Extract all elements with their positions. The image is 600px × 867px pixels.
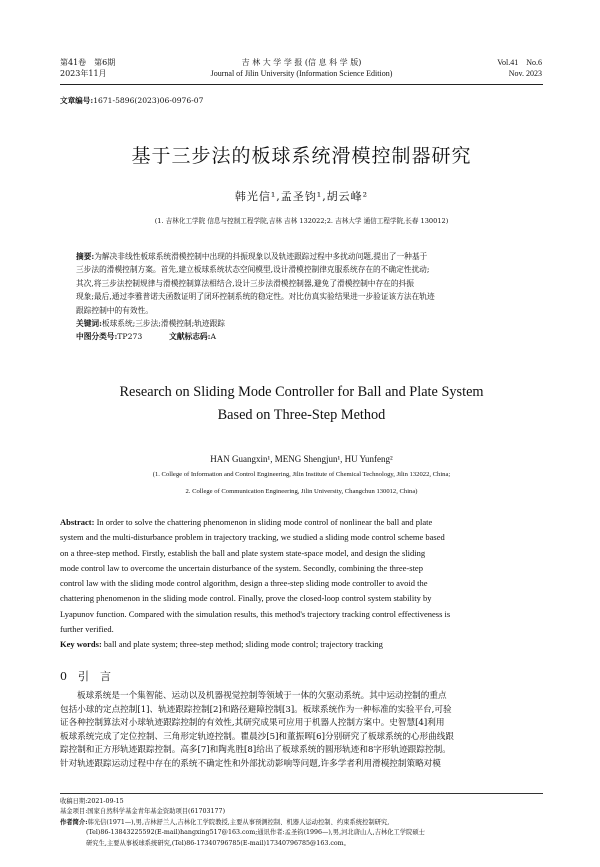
author-bio-line: 韩光信(1971—),男,吉林舒兰人,吉林化工学院教授,主要从事预测控制、机器人运动控制、约束系统控制研究, — [87, 818, 390, 826]
intro-line: 证各种控制算法对小球轨迹跟踪控制的有效性,其研究成果可应用于机器人控制方案中。史智慧[4]利用 — [60, 718, 445, 729]
keywords-cn-text: 板球系统;三步法;滑模控制;轨迹跟踪 — [101, 319, 225, 329]
abstract-cn — [76, 250, 538, 344]
abstract-en-line: mode control law to overcome the uncertain disturbance of the system. Secondly, combining the three-step — [60, 562, 423, 573]
keywords-en-text: ball and plate system; three-step method; sliding mode control; trajectory tracking — [103, 639, 383, 650]
date-en: Nov. 2023 — [508, 69, 542, 78]
author-bio-label: 作者简介: — [60, 818, 88, 826]
abstract-cn-line: 跟踪控制中的有效性。 — [76, 305, 153, 315]
doc-code-value: A — [210, 332, 217, 342]
footnote-rule — [60, 793, 543, 794]
intro-line: 针对轨迹跟踪运动过程中存在的系统不确定性和外部扰动影响等问题,许多学者利用滑模控制策略对模 — [60, 758, 441, 769]
abstract-en-line: system and the multi-disturbance problem in trajectory tracking, we studied a sliding mode control scheme based — [60, 532, 445, 543]
abstract-en-line: In order to solve the chattering phenomenon in sliding mode control of nonlinear the ball and plate — [96, 517, 433, 527]
article-number-value: 1671-5896(2023)06-0976-07 — [93, 96, 204, 105]
footnote — [60, 797, 543, 849]
affiliation-en — [60, 466, 543, 500]
abstract-cn-line: 现象;最后,通过李雅普诺夫函数证明了闭环控制系统的稳定性。对比仿真实验结果进一步验证该方法在轨迹 — [76, 292, 435, 302]
section-heading: 0 引 言 — [60, 670, 111, 683]
received-date: 收稿日期:2021-09-15 — [60, 798, 124, 805]
journal-name-cn: 吉 林 大 学 学 报 (信 息 科 学 版) — [241, 58, 362, 67]
abstract-en-line: further verified. — [60, 624, 114, 635]
keywords-cn — [76, 317, 538, 330]
header-rule — [60, 84, 543, 85]
author-bio-line: (Tel)86-13843225592(E-mail)hangxing517@163.com;通讯作者:孟圣钧(1996—),男,河北唐山人,吉林化工学院硕士 — [86, 829, 425, 837]
fund-info: 基金项目:国家自然科学基金青年基金资助项目(61703177) — [60, 808, 226, 816]
keywords-en-label: Key words: — [60, 639, 102, 650]
title-en-line: Research on Sliding Mode Controller for Ball and Plate System — [119, 384, 484, 400]
abstract-cn-line: 三步法的滑模控制方案。首先,建立板球系统状态空间模型,设计滑模控制律克服系统存在的不确定性扰动; — [76, 265, 430, 275]
page-title: 基于三步法的板球系统滑模控制器研究 — [131, 145, 472, 167]
affiliation-cn: (1. 吉林化工学院 信息与控制工程学院,吉林 吉林 132022;2. 吉林大学 通信工程学院,长春 130012) — [154, 217, 449, 225]
abstract-en-line: control law with the sliding mode control algorithm, design a three-step sliding mode controller to avoid the — [60, 578, 428, 589]
classification-cn — [76, 330, 538, 343]
volume-issue-cn: 第41卷 第6期 — [60, 58, 116, 67]
authors-en: HAN Guangxin¹, MENG Shengjun¹, HU Yunfeng² — [210, 454, 393, 464]
keywords-en — [60, 637, 543, 652]
header-left — [60, 57, 115, 79]
intro-line: 板球系统完成了定位控制、三角形定轨迹控制。瞿晨沙[5]和董振晖[6]分别研究了板球系统的心形曲线跟 — [60, 731, 454, 742]
article-number-label: 文章编号: — [60, 96, 94, 105]
header-center — [160, 57, 443, 79]
abstract-cn-line: 为解决非线性板球系统滑模控制中出现的抖振现象以及轨迹跟踪过程中多扰动问题,提出了一种基于 — [94, 252, 428, 261]
clc-label: 中图分类号: — [76, 332, 118, 342]
abstract-en-line: on a three-step method. Firstly, establish the ball and plate system state-space model, and design the sliding — [60, 547, 426, 558]
intro-body — [60, 690, 543, 772]
keywords-cn-label: 关键词: — [76, 319, 102, 329]
intro-line: 包括小球的定点控制[1]、轨迹跟踪控制[2]和路径避障控制[3]。板球系统作为一种标准的实验平台,可验 — [60, 704, 452, 715]
authors-cn: 韩光信¹,孟圣钧¹,胡云峰² — [234, 190, 369, 203]
abstract-cn-line: 其次,将三步法控制规律与滑模控制算法相结合,设计三步法滑模控制器,避免了滑模控制中存在的抖振 — [76, 278, 414, 288]
doc-code-label: 文献标志码: — [169, 332, 211, 342]
header-right — [497, 57, 542, 79]
abstract-en-line: Lyapunov function. Compared with the simulation results, this method's trajectory tracking control effectiveness is — [60, 608, 451, 619]
intro-line: 板球系统是一个集智能、运动以及机器视觉控制等领域于一体的欠驱动系统。其中运动控制的重点 — [77, 691, 447, 701]
volume-issue-en: Vol.41 No.6 — [497, 58, 542, 67]
clc-value: TP273 — [117, 332, 143, 342]
journal-name-en: Journal of Jilin University (Information Science Edition) — [210, 69, 393, 78]
affiliation-en-line: 2. College of Communication Engineering, Jilin University, Changchun 130012, China) — [185, 488, 418, 495]
title-en-line: Based on Three-Step Method — [217, 407, 386, 423]
abstract-en-line: chattering phenomenon in the sliding mode control. Finally, prove the closed-loop control system stability by — [60, 593, 432, 604]
article-number — [60, 95, 203, 106]
affiliation-en-line: (1. College of Information and Control Engineering, Jilin Institute of Chemical Technology, Jilin 132022, China; — [152, 471, 451, 478]
title-en — [60, 381, 543, 427]
date-cn: 2023年11月 — [60, 69, 107, 78]
abstract-cn-label: 摘要: — [76, 252, 95, 261]
intro-line: 踪控制和正方形轨迹跟踪控制。高多[7]和陶兆胜[8]给出了板球系统的圆形轨迹和8字形轨迹跟踪控制。 — [60, 745, 451, 756]
abstract-en — [60, 515, 543, 653]
abstract-en-label: Abstract: — [60, 517, 95, 527]
author-bio-line: 研究生,主要从事板球系统研究,(Tel)86-17340796785(E-mail)17340796785@163.com。 — [86, 839, 350, 847]
